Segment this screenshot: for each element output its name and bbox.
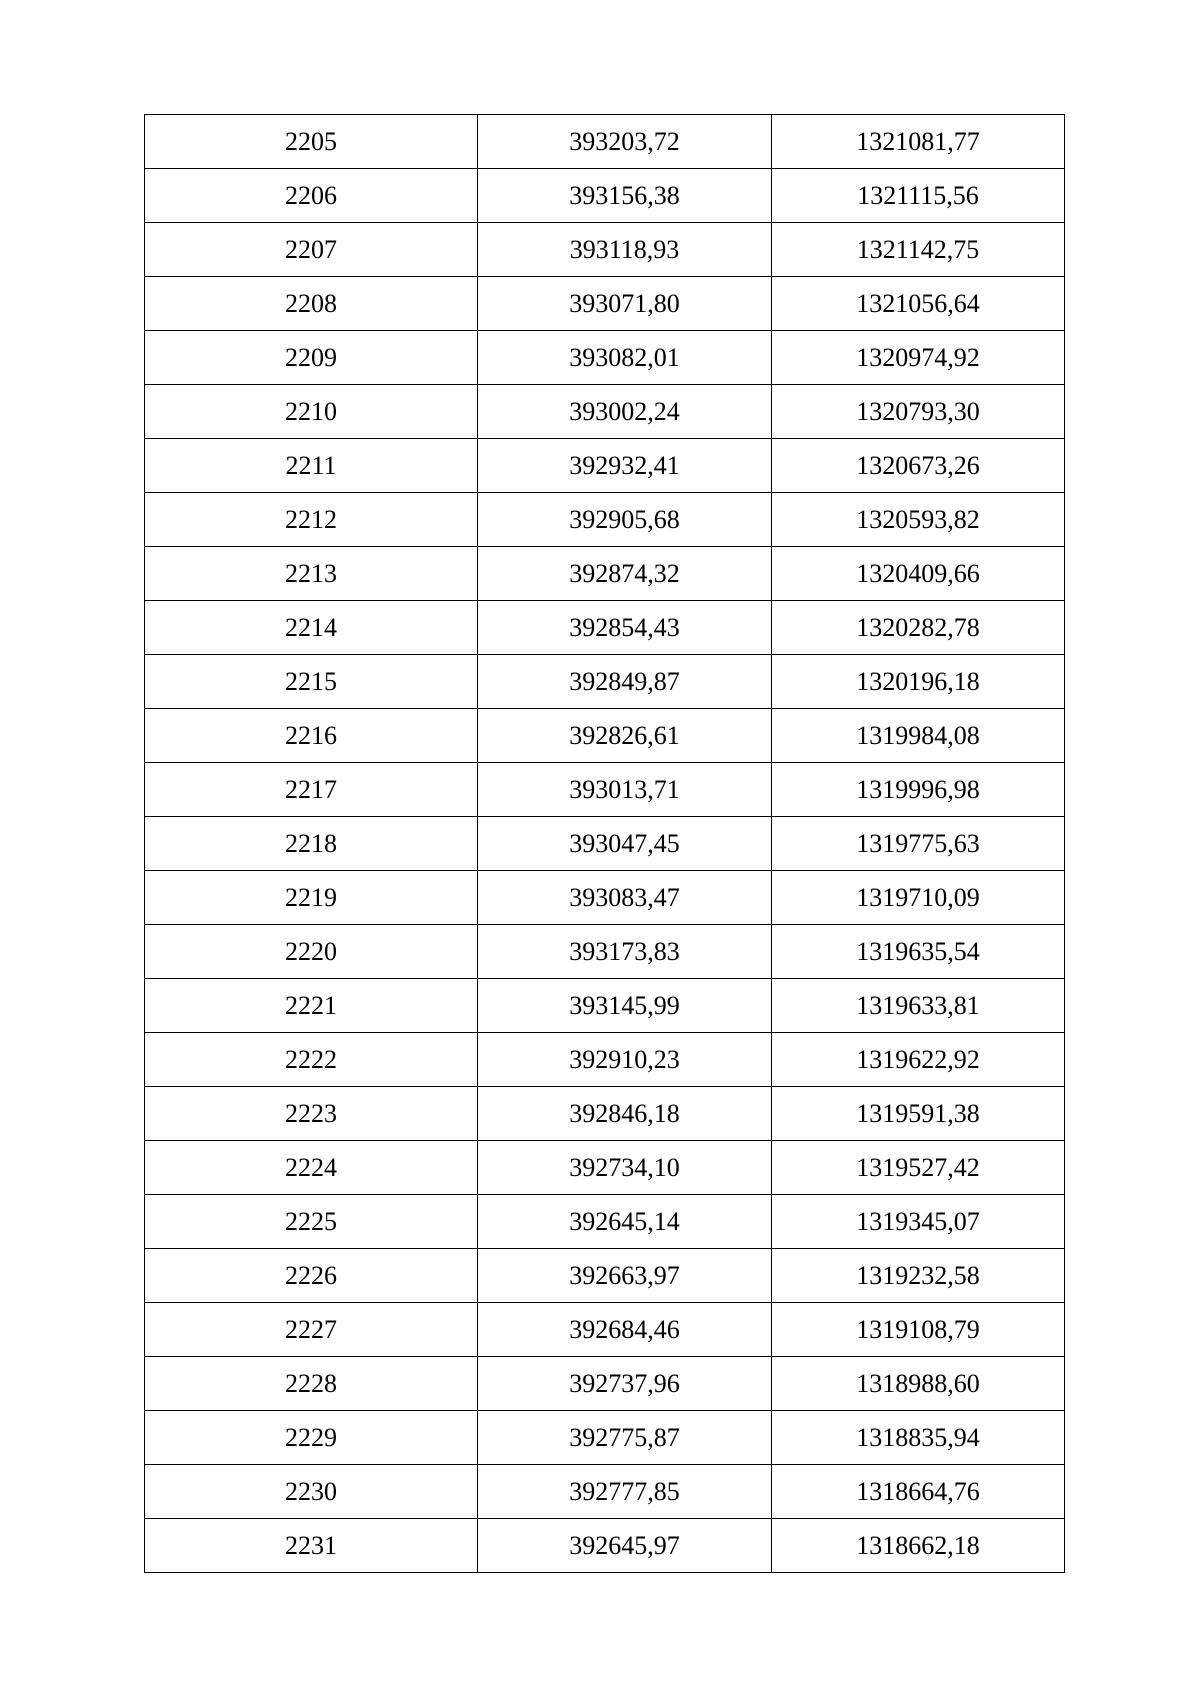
- y-coordinate-cell: 1319232,58: [772, 1249, 1065, 1303]
- x-coordinate-cell: 393082,01: [478, 331, 772, 385]
- table-row: [145, 1357, 1065, 1411]
- point-number-cell: 2220: [145, 925, 478, 979]
- y-coordinate-cell: 1319527,42: [772, 1141, 1065, 1195]
- x-coordinate-cell: 392932,41: [478, 439, 772, 493]
- x-coordinate-cell: 393071,80: [478, 277, 772, 331]
- x-coordinate-cell: 392826,61: [478, 709, 772, 763]
- x-coordinate-cell: 392734,10: [478, 1141, 772, 1195]
- y-coordinate-cell: 1320593,82: [772, 493, 1065, 547]
- point-number-cell: 2221: [145, 979, 478, 1033]
- table-row: [145, 1141, 1065, 1195]
- y-coordinate-cell: 1321081,77: [772, 115, 1065, 169]
- table-row: [145, 1465, 1065, 1519]
- y-coordinate-cell: 1319633,81: [772, 979, 1065, 1033]
- table-row: [145, 115, 1065, 169]
- y-coordinate-cell: 1320673,26: [772, 439, 1065, 493]
- table-row: [145, 493, 1065, 547]
- coordinates-table-body: [145, 115, 1065, 1573]
- y-coordinate-cell: 1318662,18: [772, 1519, 1065, 1573]
- point-number-cell: 2228: [145, 1357, 478, 1411]
- coordinates-table: [144, 114, 1065, 1573]
- x-coordinate-cell: 393002,24: [478, 385, 772, 439]
- x-coordinate-cell: 392663,97: [478, 1249, 772, 1303]
- y-coordinate-cell: 1321142,75: [772, 223, 1065, 277]
- point-number-cell: 2212: [145, 493, 478, 547]
- table-row: [145, 817, 1065, 871]
- y-coordinate-cell: 1319108,79: [772, 1303, 1065, 1357]
- point-number-cell: 2211: [145, 439, 478, 493]
- y-coordinate-cell: 1320282,78: [772, 601, 1065, 655]
- y-coordinate-cell: 1321056,64: [772, 277, 1065, 331]
- point-number-cell: 2226: [145, 1249, 478, 1303]
- x-coordinate-cell: 392737,96: [478, 1357, 772, 1411]
- table-row: [145, 979, 1065, 1033]
- point-number-cell: 2209: [145, 331, 478, 385]
- x-coordinate-cell: 392775,87: [478, 1411, 772, 1465]
- point-number-cell: 2224: [145, 1141, 478, 1195]
- y-coordinate-cell: 1319622,92: [772, 1033, 1065, 1087]
- point-number-cell: 2225: [145, 1195, 478, 1249]
- table-row: [145, 655, 1065, 709]
- table-row: [145, 1249, 1065, 1303]
- x-coordinate-cell: 392874,32: [478, 547, 772, 601]
- point-number-cell: 2227: [145, 1303, 478, 1357]
- y-coordinate-cell: 1320196,18: [772, 655, 1065, 709]
- point-number-cell: 2230: [145, 1465, 478, 1519]
- table-row: [145, 277, 1065, 331]
- x-coordinate-cell: 393145,99: [478, 979, 772, 1033]
- table-row: [145, 871, 1065, 925]
- point-number-cell: 2217: [145, 763, 478, 817]
- table-row: [145, 1087, 1065, 1141]
- point-number-cell: 2213: [145, 547, 478, 601]
- point-number-cell: 2216: [145, 709, 478, 763]
- table-row: [145, 925, 1065, 979]
- point-number-cell: 2205: [145, 115, 478, 169]
- y-coordinate-cell: 1318664,76: [772, 1465, 1065, 1519]
- table-row: [145, 1033, 1065, 1087]
- x-coordinate-cell: 392910,23: [478, 1033, 772, 1087]
- point-number-cell: 2218: [145, 817, 478, 871]
- table-row: [145, 763, 1065, 817]
- y-coordinate-cell: 1319775,63: [772, 817, 1065, 871]
- table-row: [145, 709, 1065, 763]
- y-coordinate-cell: 1318988,60: [772, 1357, 1065, 1411]
- point-number-cell: 2215: [145, 655, 478, 709]
- table-row: [145, 439, 1065, 493]
- x-coordinate-cell: 392777,85: [478, 1465, 772, 1519]
- table-row: [145, 385, 1065, 439]
- point-number-cell: 2210: [145, 385, 478, 439]
- y-coordinate-cell: 1320409,66: [772, 547, 1065, 601]
- x-coordinate-cell: 393173,83: [478, 925, 772, 979]
- x-coordinate-cell: 393156,38: [478, 169, 772, 223]
- point-number-cell: 2208: [145, 277, 478, 331]
- x-coordinate-cell: 392905,68: [478, 493, 772, 547]
- point-number-cell: 2229: [145, 1411, 478, 1465]
- y-coordinate-cell: 1319635,54: [772, 925, 1065, 979]
- y-coordinate-cell: 1320974,92: [772, 331, 1065, 385]
- x-coordinate-cell: 392645,97: [478, 1519, 772, 1573]
- table-row: [145, 1519, 1065, 1573]
- y-coordinate-cell: 1319345,07: [772, 1195, 1065, 1249]
- point-number-cell: 2214: [145, 601, 478, 655]
- x-coordinate-cell: 392645,14: [478, 1195, 772, 1249]
- point-number-cell: 2231: [145, 1519, 478, 1573]
- x-coordinate-cell: 393083,47: [478, 871, 772, 925]
- y-coordinate-cell: 1319996,98: [772, 763, 1065, 817]
- y-coordinate-cell: 1321115,56: [772, 169, 1065, 223]
- table-row: [145, 601, 1065, 655]
- table-row: [145, 547, 1065, 601]
- table-row: [145, 1195, 1065, 1249]
- point-number-cell: 2207: [145, 223, 478, 277]
- y-coordinate-cell: 1320793,30: [772, 385, 1065, 439]
- table-row: [145, 169, 1065, 223]
- table-row: [145, 223, 1065, 277]
- x-coordinate-cell: 392854,43: [478, 601, 772, 655]
- x-coordinate-cell: 393203,72: [478, 115, 772, 169]
- table-row: [145, 1303, 1065, 1357]
- x-coordinate-cell: 392684,46: [478, 1303, 772, 1357]
- point-number-cell: 2206: [145, 169, 478, 223]
- x-coordinate-cell: 392846,18: [478, 1087, 772, 1141]
- y-coordinate-cell: 1319710,09: [772, 871, 1065, 925]
- y-coordinate-cell: 1319984,08: [772, 709, 1065, 763]
- point-number-cell: 2222: [145, 1033, 478, 1087]
- y-coordinate-cell: 1318835,94: [772, 1411, 1065, 1465]
- table-row: [145, 331, 1065, 385]
- y-coordinate-cell: 1319591,38: [772, 1087, 1065, 1141]
- x-coordinate-cell: 393013,71: [478, 763, 772, 817]
- x-coordinate-cell: 392849,87: [478, 655, 772, 709]
- table-row: [145, 1411, 1065, 1465]
- x-coordinate-cell: 393118,93: [478, 223, 772, 277]
- point-number-cell: 2219: [145, 871, 478, 925]
- x-coordinate-cell: 393047,45: [478, 817, 772, 871]
- point-number-cell: 2223: [145, 1087, 478, 1141]
